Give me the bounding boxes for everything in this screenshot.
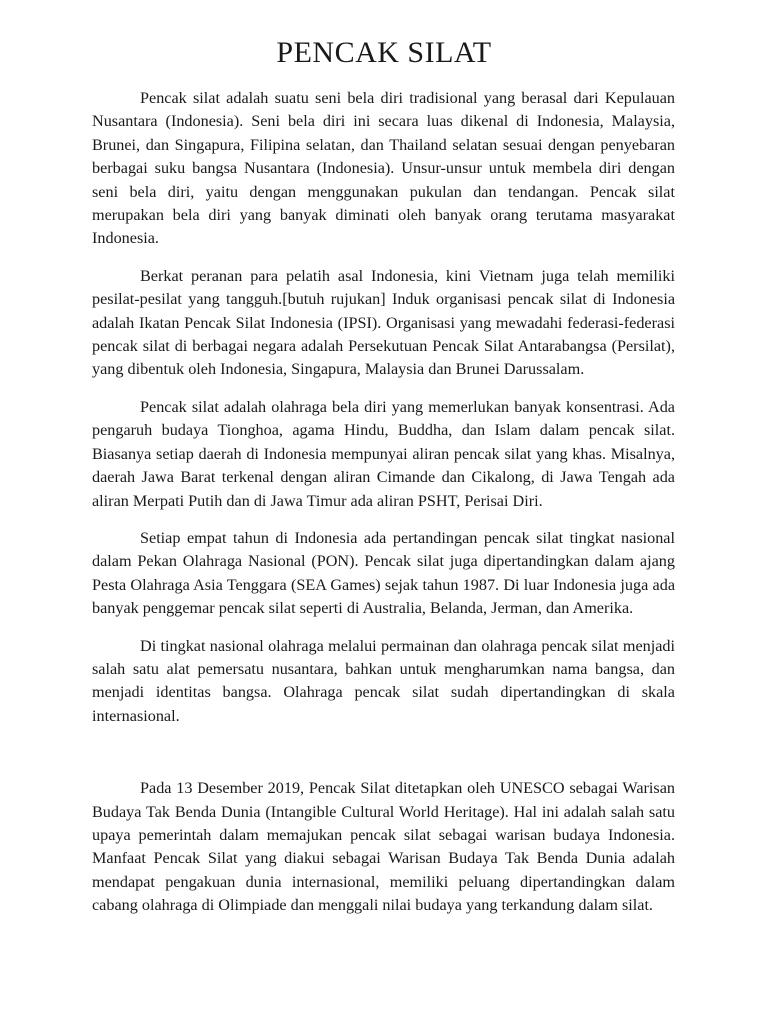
paragraph-1: Pencak silat adalah suatu seni bela diri tradisional yang berasal dari Kepulauan Nusantara (Indonesia). Seni bela diri ini secara luas dikenal di Indonesia, Malaysia, Brunei, dan Singapura, Filipina selatan, dan Thailand selatan sesuai dengan penyebaran berbagai suku bangsa Nusantara (Indonesia). Unsur-unsur untuk membela diri dengan seni bela diri, yaitu dengan menggunakan pukulan dan tendangan. Pencak silat merupakan bela diri yang banyak diminati oleh banyak orang terutama masyarakat Indonesia. — [92, 89, 675, 248]
document-title: PENCAK SILAT — [276, 36, 492, 69]
paragraph-2: Berkat peranan para pelatih asal Indonesia, kini Vietnam juga telah memiliki pesilat-pesilat yang tangguh.[butuh rujukan] Induk organisasi pencak silat di Indonesia adalah Ikatan Pencak Silat Indonesia (IPSI). Organisasi yang mewadahi federasi-federasi pencak silat di berbagai negara adalah Persekutuan Pencak Silat Antarabangsa (Persilat), yang dibentuk oleh Indonesia, Singapura, Malaysia dan Brunei Darussalam. — [92, 266, 675, 379]
paragraph-4: Setiap empat tahun di Indonesia ada pertandingan pencak silat tingkat nasional dalam Pekan Olahraga Nasional (PON). Pencak silat juga dipertandingkan dalam ajang Pesta Olahraga Asia Tenggara (SEA Games) sejak tahun 1987. Di luar Indonesia juga ada banyak penggemar pencak silat seperti di Australia, Belanda, Jerman, dan Amerika. — [92, 528, 675, 618]
document-body — [92, 87, 675, 918]
paragraph-5: Di tingkat nasional olahraga melalui permainan dan olahraga pencak silat menjadi salah satu alat pemersatu nusantara, bahkan untuk mengharumkan nama bangsa, dan menjadi identitas bangsa. Olahraga pencak silat sudah dipertandingkan di skala internasional. — [92, 636, 675, 725]
paragraph-3: Pencak silat adalah olahraga bela diri yang memerlukan banyak konsentrasi. Ada pengaruh budaya Tionghoa, agama Hindu, Buddha, dan Islam dalam pencak silat. Biasanya setiap daerah di Indonesia mempunyai aliran pencak silat yang khas. Misalnya, daerah Jawa Barat terkenal dengan aliran Cimande dan Cikalong, di Jawa Tengah ada aliran Merpati Putih dan di Jawa Timur ada aliran PSHT, Perisai Diri. — [92, 397, 675, 510]
paragraph-6: Pada 13 Desember 2019, Pencak Silat ditetapkan oleh UNESCO sebagai Warisan Budaya Tak Benda Dunia (Intangible Cultural World Heritage). Hal ini adalah salah satu upaya pemerintah dalam memajukan pencak silat sebagai warisan budaya Indonesia. Manfaat Pencak Silat yang diakui sebagai Warisan Budaya Tak Benda Dunia adalah mendapat pengakuan dunia internasional, memiliki peluang dipertandingkan dalam cabang olahraga di Olimpiade dan menggali nilai budaya yang terkandung dalam silat. — [92, 779, 675, 915]
